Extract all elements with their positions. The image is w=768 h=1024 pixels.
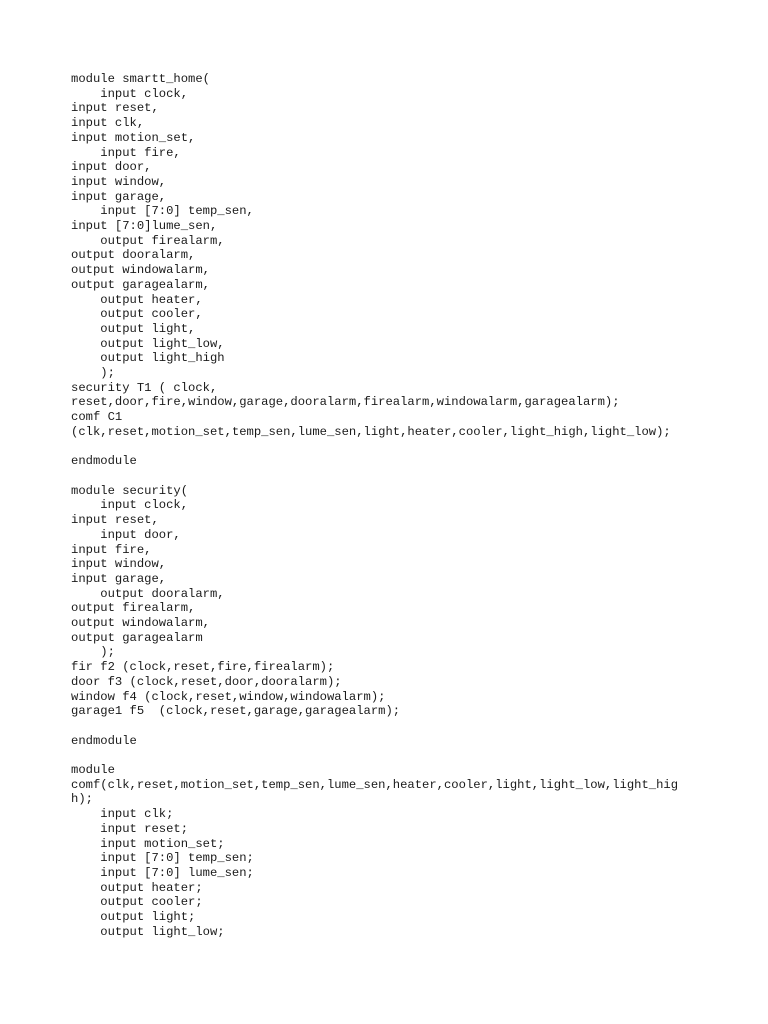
code-line: garage1 f5 (clock,reset,garage,garagealarm); [71, 704, 401, 719]
code-line: output garagealarm, [71, 277, 210, 292]
code-line: output windowalarm, [71, 263, 210, 278]
code-line: output light_high [71, 351, 225, 366]
code-line: (clk,reset,motion_set,temp_sen,lume_sen,light,heater,cooler,light_high,light_low); [71, 424, 671, 439]
code-line: ); [71, 366, 115, 381]
code-line: input motion_set; [71, 836, 225, 851]
code-line: module smartt_home( [71, 72, 210, 86]
code-line: output windowalarm, [71, 616, 210, 631]
code-line: input clock, [71, 86, 189, 101]
code-line: input fire, [71, 542, 152, 557]
code-line: input motion_set, [71, 130, 196, 145]
code-line: output light_low; [71, 924, 225, 939]
code-line: comf C1 [71, 410, 123, 425]
code-line: output firealarm, [71, 601, 196, 616]
code-line: output cooler; [71, 895, 203, 910]
code-line: input door, [71, 160, 152, 175]
code-line: endmodule [71, 454, 137, 469]
code-line: input reset, [71, 101, 159, 116]
verilog-code-block [71, 72, 678, 939]
code-line: input garage, [71, 571, 167, 586]
code-line: input reset, [71, 513, 159, 528]
code-line: endmodule [71, 733, 137, 748]
code-line: input window, [71, 174, 167, 189]
code-line: door f3 (clock,reset,door,dooralarm); [71, 674, 342, 689]
code-line: module [71, 763, 115, 778]
code-line: input clk; [71, 807, 174, 822]
code-line: module security( [71, 483, 189, 498]
code-line: ); [71, 645, 115, 660]
code-line: input garage, [71, 189, 167, 204]
code-line: output light; [71, 910, 196, 925]
code-line: input clk, [71, 116, 145, 131]
code-line: input [7:0] temp_sen, [71, 204, 254, 219]
code-line: input fire, [71, 145, 181, 160]
code-line: input door, [71, 527, 181, 542]
code-line: input [7:0]lume_sen, [71, 219, 218, 234]
code-line: output firealarm, [71, 233, 225, 248]
code-line: input [7:0] lume_sen; [71, 865, 254, 880]
code-line: input window, [71, 557, 167, 572]
code-line: input reset; [71, 821, 189, 836]
code-line: input [7:0] temp_sen; [71, 851, 254, 866]
code-line: output dooralarm, [71, 586, 225, 601]
code-line: output light_low, [71, 336, 225, 351]
code-line: output garagealarm [71, 630, 203, 645]
code-line: h); [71, 792, 93, 807]
code-line: security T1 ( clock, [71, 380, 218, 395]
code-line: output dooralarm, [71, 248, 196, 263]
code-line: fir f2 (clock,reset,fire,firealarm); [71, 660, 335, 675]
code-line: output heater, [71, 292, 203, 307]
code-line: output cooler, [71, 307, 203, 322]
code-line: input clock, [71, 498, 189, 513]
code-line: output light, [71, 321, 196, 336]
code-line: comf(clk,reset,motion_set,temp_sen,lume_sen,heater,cooler,light,light_low,light_hig [71, 777, 679, 792]
code-line: output heater; [71, 880, 203, 895]
code-line: window f4 (clock,reset,window,windowalarm); [71, 689, 386, 704]
code-line: reset,door,fire,window,garage,dooralarm,firealarm,windowalarm,garagealarm); [71, 395, 620, 410]
